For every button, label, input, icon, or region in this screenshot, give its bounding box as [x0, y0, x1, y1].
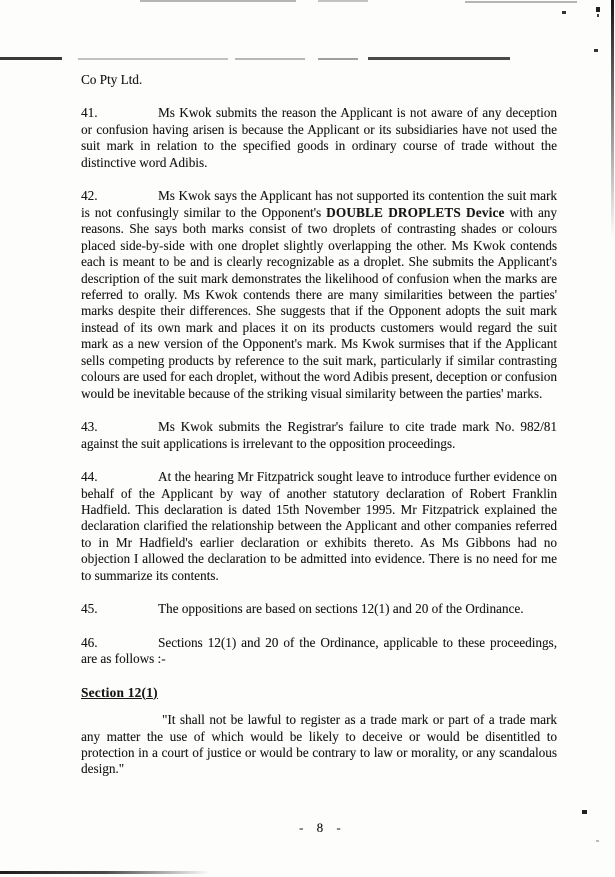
- document-body: [81, 72, 557, 795]
- scan-artifact-fold-line-c: [235, 58, 305, 60]
- bold-mark-name: DOUBLE DROPLETS Device: [326, 204, 505, 220]
- scan-artifact-top-line-c: [465, 1, 577, 3]
- scan-artifact-top-line-b: [318, 0, 368, 2]
- page-number: - 8 -: [299, 820, 346, 835]
- paragraph-42: [81, 188, 557, 402]
- paragraph-number: 44.: [81, 469, 98, 485]
- paragraph-number: 41.: [81, 105, 98, 121]
- scan-artifact-speck: [596, 840, 599, 842]
- paragraph-text: Ms Kwok submits the Registrar's failure to cite trade mark No. 982/81 against the suit applications is irrelevant to the opposition proceedings.: [81, 419, 557, 451]
- scan-artifact-speck: [594, 49, 598, 52]
- paragraph-46: [81, 635, 557, 668]
- paragraph-41: [81, 105, 557, 171]
- statute-quote: "It shall not be lawful to register as a trade mark or part of a trade mark any matter the use of which would be likely to deceive or would be disentitled to protection in a court of justice or would be contrary to law or morality, or any scandalous design.": [81, 712, 557, 777]
- paragraph-number: 43.: [81, 419, 98, 435]
- paragraph-43: [81, 419, 557, 452]
- paragraph-45: [81, 601, 557, 617]
- section-heading: Section 12(1): [81, 684, 158, 700]
- paragraph-text: with any reasons. She says both marks consist of two droplets of contrasting shades or colours placed side-by-side with one droplet slightly overlapping the other. Ms Kwok contends each is meant to be and is clearly recognizable as a droplet. She submits the Applicant's description of the suit mark demonstrates the likelihood of confusion when the marks are referred to orally. Ms Kwok contends there are many similarities between the parties' marks despite their differences. She suggests that if the Opponent adopts the suit mark instead of its own mark and places it on its products customers would regard the suit mark as a new version of the Opponent's mark. Ms Kwok surmises that if the Applicant sells competing products by reference to the suit mark, particularly if similar contrasting colours are used for each droplet, without the word Adibis present, deception or confusion would be inevitable because of the striking visual similarity between the parties' marks.: [81, 204, 557, 401]
- scan-artifact-speck: [596, 7, 600, 12]
- scan-artifact-right-edge-line: [611, 0, 614, 238]
- paragraph-text: The oppositions are based on sections 12(1) and 20 of the Ordinance.: [158, 601, 524, 617]
- scan-artifact-fold-line-e: [368, 57, 510, 60]
- paragraph-44: [81, 469, 557, 584]
- paragraph-text: At the hearing Mr Fitzpatrick sought leave to introduce further evidence on behalf of the Applicant by way of another statutory declaration of Robert Franklin Hadfield. This declaration is dated 15th November 1995. Mr Fitzpatrick explained the declaration clarified the relationship between the Applicant and other companies referred to in Mr Hadfield's earlier declaration or exhibits thereto. As Ms Gibbons had no objection I allowed the declaration to be admitted into evidence. There is no need for me to summarize its contents.: [81, 469, 557, 583]
- paragraph-text: Sections 12(1) and 20 of the Ordinance, applicable to these proceedings, are as follows :-: [81, 634, 557, 667]
- continuation-line: [81, 72, 557, 88]
- paragraph-number: 42.: [81, 188, 98, 204]
- scan-artifact-fold-line-a: [0, 57, 62, 60]
- continuation-text: Co Pty Ltd.: [81, 72, 143, 87]
- paragraph-text: Ms Kwok says the Applicant has not supported its contention the suit mark is not confusingly similar to the Opponent's: [81, 188, 557, 220]
- scan-artifact-fold-line-d: [318, 58, 358, 60]
- scan-artifact-fold-line-b: [78, 58, 228, 60]
- scan-artifact-speck: [582, 810, 587, 814]
- scan-artifact-bottom-left-line: [0, 871, 210, 874]
- scan-artifact-speck: [562, 11, 566, 14]
- paragraph-number: 46.: [81, 634, 98, 650]
- paragraph-number: 45.: [81, 601, 98, 617]
- paragraph-text: Ms Kwok submits the reason the Applicant is not aware of any deception or confusion having arisen is because the Applicant or its subsidiaries have not used the suit mark in relation to the specified goods in ordinary course of trade without the distinctive word Adibis.: [81, 105, 557, 170]
- scan-artifact-top-line-a: [140, 0, 296, 2]
- scan-artifact-speck: [597, 14, 599, 17]
